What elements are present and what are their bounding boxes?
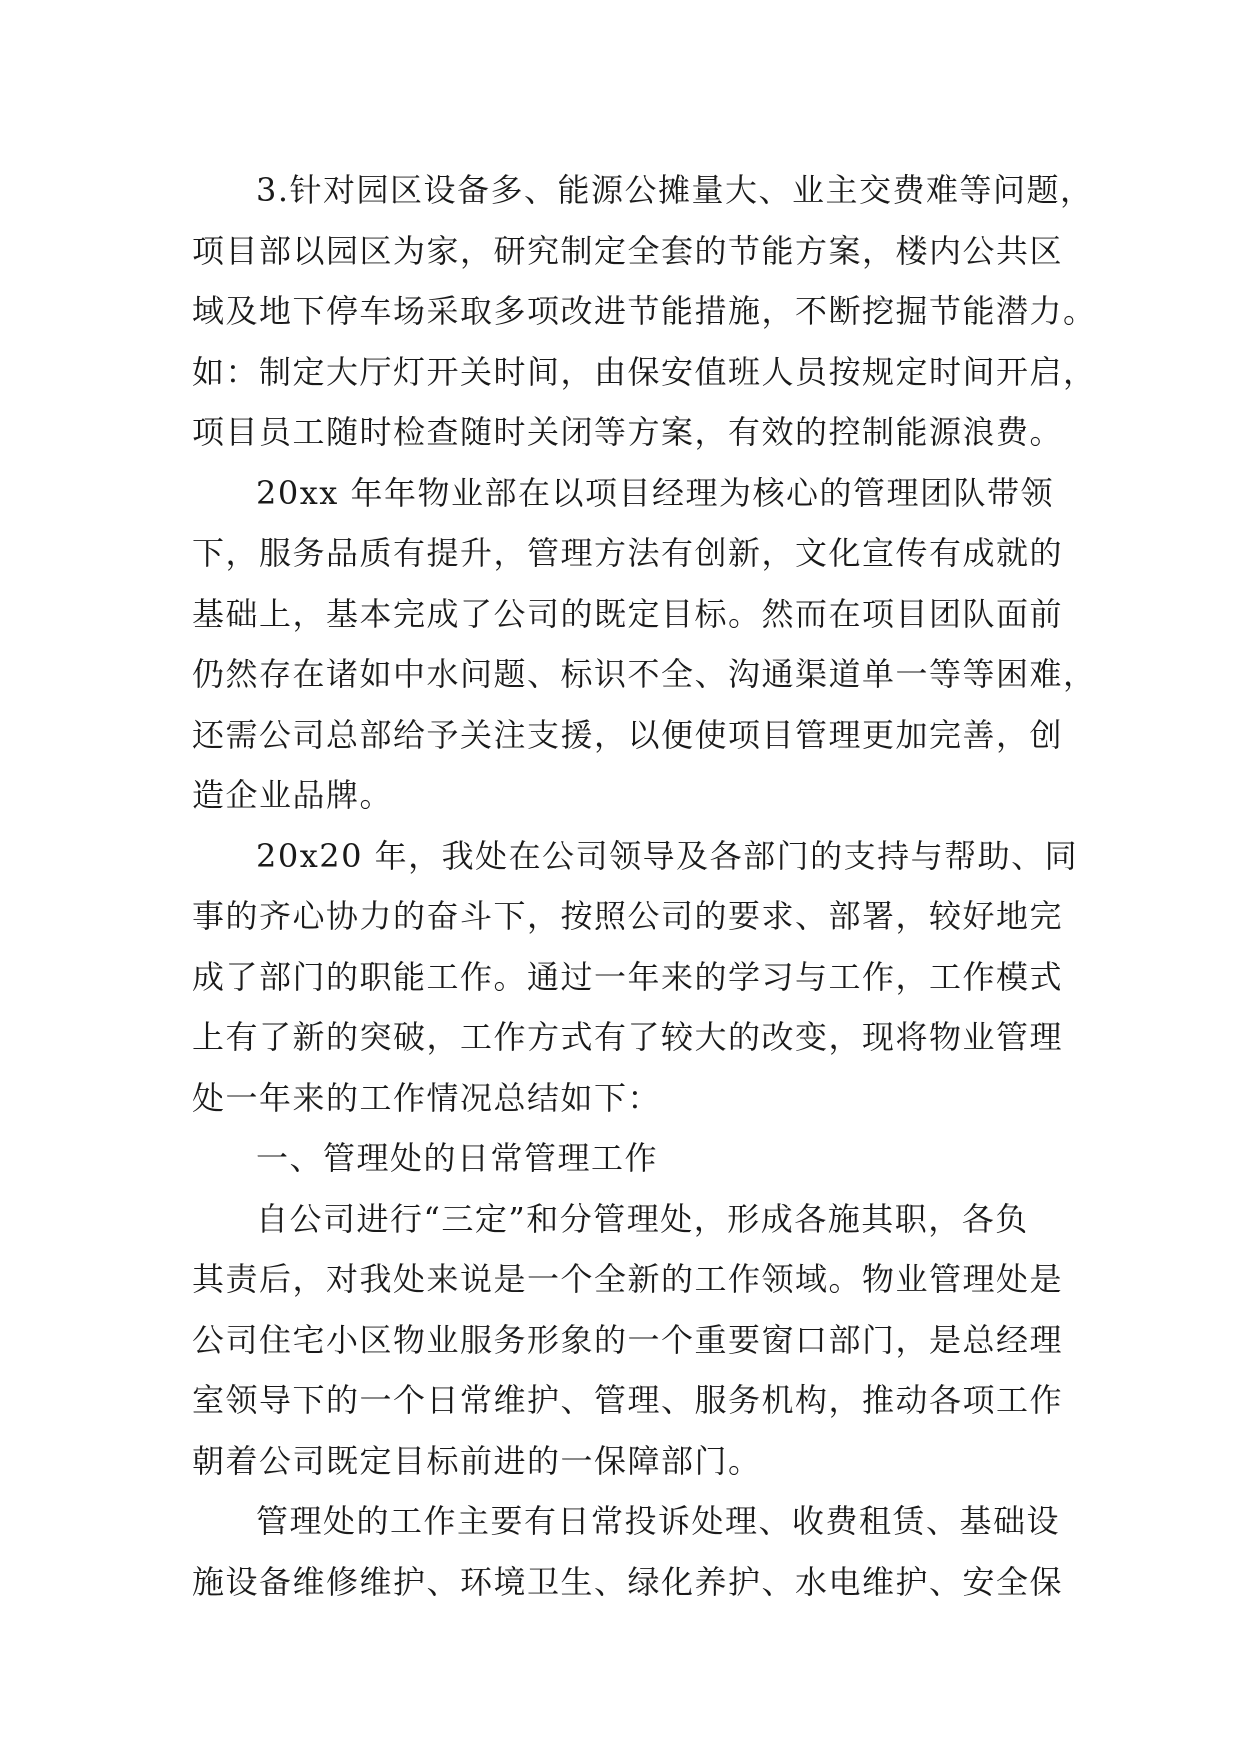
text-line: 项目员工随时检查随时关闭等方案，有效的控制能源浪费。 (192, 413, 1064, 451)
text-line: 事的齐心协力的奋斗下，按照公司的要求、部署，较好地完 (192, 897, 1064, 935)
text-line: 20x20 年，我处在公司领导及各部门的支持与帮助、同 (256, 836, 1079, 875)
text-line: 施设备维修维护、环境卫生、绿化养护、水电维护、安全保 (192, 1562, 1064, 1601)
text-line: 公司住宅小区物业服务形象的一个重要窗口部门，是总经理 (192, 1320, 1064, 1359)
document-body (192, 160, 1097, 1612)
text-line: 域及地下停车场采取多项改进节能措施，不断挖掘节能潜力。 (192, 292, 1097, 330)
text-line: 室领导下的一个日常维护、管理、服务机构，推动各项工作 (192, 1381, 1064, 1419)
text-line: 如：制定大厅灯开关时间，由保安值班人员按规定时间开启， (192, 352, 1097, 391)
text-line: 其责后，对我处来说是一个全新的工作领域。物业管理处是 (192, 1260, 1064, 1298)
text-line: 造企业品牌。 (192, 776, 394, 814)
text-line: 3.针对园区设备多、能源公摊量大、业主交费难等问题， (256, 171, 1094, 209)
text-line: 成了部门的职能工作。通过一年来的学习与工作，工作模式 (192, 957, 1064, 996)
section-heading: 一、管理处的日常管理工作 (256, 1139, 659, 1177)
text-line: 还需公司总部给予关注支援，以便使项目管理更加完善，创 (192, 715, 1064, 754)
text-line: 处一年来的工作情况总结如下： (192, 1078, 662, 1117)
text-line: 朝着公司既定目标前进的一保障部门。 (192, 1441, 762, 1480)
text-line: 管理处的工作主要有日常投诉处理、收费租赁、基础设 (256, 1502, 1061, 1540)
text-line: 基础上，基本完成了公司的既定目标。然而在项目团队面前 (192, 594, 1064, 633)
text-line: 上有了新的突破，工作方式有了较大的改变，现将物业管理 (192, 1018, 1064, 1056)
text-line: 下，服务品质有提升，管理方法有创新，文化宣传有成就的 (192, 534, 1064, 572)
text-line: 项目部以园区为家，研究制定全套的节能方案，楼内公共区 (192, 231, 1064, 270)
text-line: 仍然存在诸如中水问题、标识不全、沟通渠道单一等等困难， (192, 655, 1097, 693)
text-line: 自公司进行“三定”和分管理处，形成各施其职，各负 (256, 1199, 1029, 1238)
text-line: 20xx 年年物业部在以项目经理为核心的管理团队带领 (256, 473, 1054, 512)
